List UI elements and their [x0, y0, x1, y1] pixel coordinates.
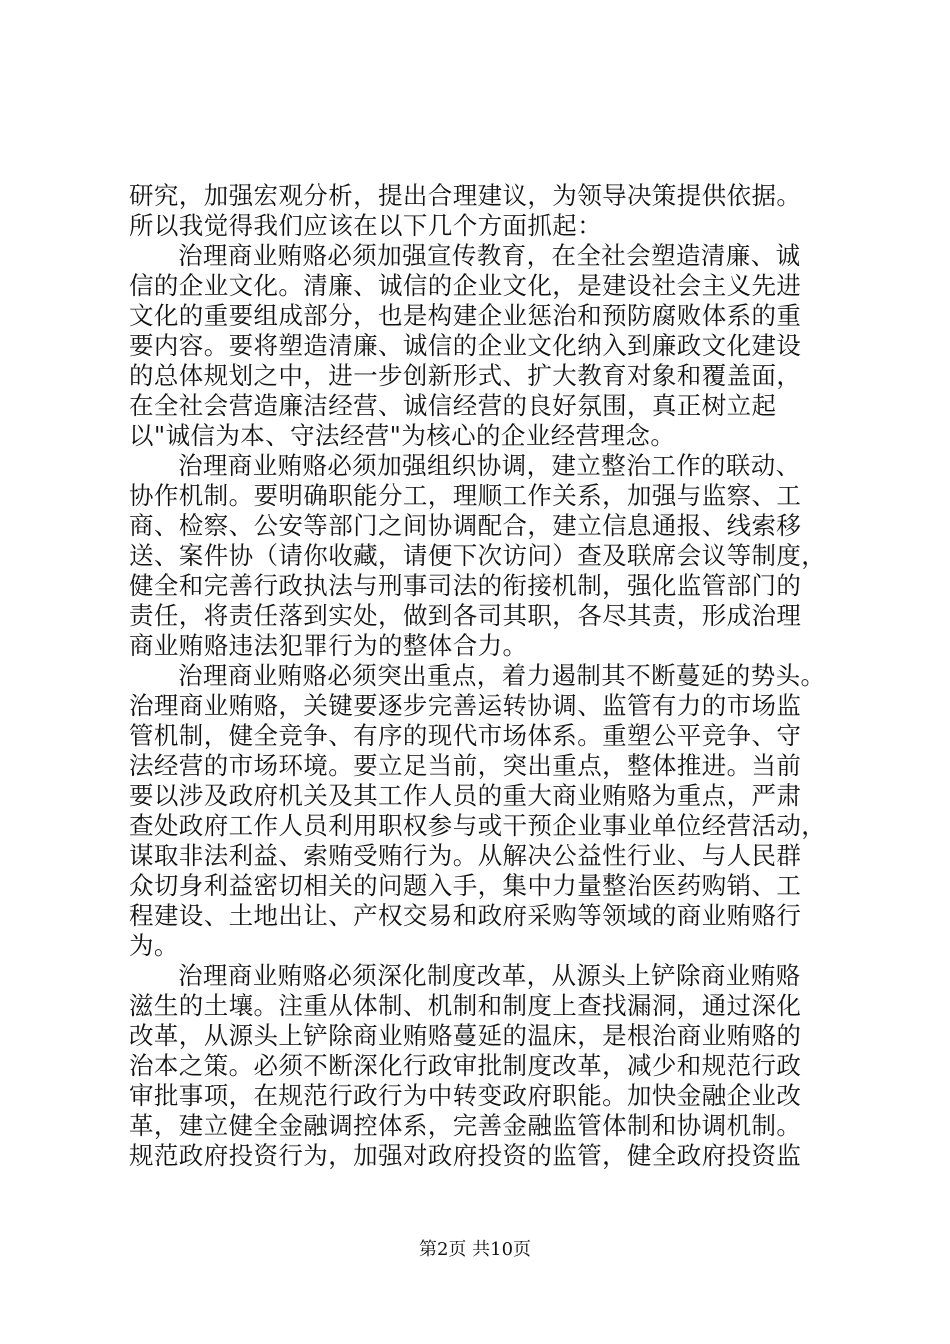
- text-line: 为。: [129, 931, 179, 960]
- paragraph-first-line: 治理商业贿赂必须深化制度改革，从源头上铲除商业贿赂: [178, 961, 801, 990]
- text-line: 协作机制。要明确职能分工，理顺工作关系，加强与监察、工: [129, 481, 802, 510]
- text-line: 滋生的土壤。注重从体制、机制和制度上查找漏洞，通过深化: [129, 991, 802, 1020]
- text-line: 查处政府工作人员利用职权参与或干预企业事业单位经营活动，: [129, 811, 827, 840]
- text-line: 信的企业文化。清廉、诚信的企业文化，是建设社会主义先进: [129, 271, 802, 300]
- document-body: [129, 181, 829, 1171]
- text-line: 责任，将责任落到实处，做到各司其职，各尽其责，形成治理: [129, 601, 802, 630]
- text-line: 改革，从源头上铲除商业贿赂蔓延的温床，是根治商业贿赂的: [129, 1021, 802, 1050]
- text-line: 以"诚信为本、守法经营"为核心的企业经营理念。: [129, 421, 676, 450]
- text-line: 要内容。要将塑造清廉、诚信的企业文化纳入到廉政文化建设: [129, 331, 802, 360]
- text-line: 革，建立健全金融调控体系，完善金融监管体制和协调机制。: [129, 1111, 802, 1140]
- text-line: 商业贿赂违法犯罪行为的整体合力。: [129, 631, 528, 660]
- text-line: 审批事项，在规范行政行为中转变政府职能。加快金融企业改: [129, 1081, 802, 1110]
- paragraph-first-line: 治理商业贿赂必须加强组织协调，建立整治工作的联动、: [178, 451, 801, 480]
- page-footer: 第2页 共10页: [418, 1239, 532, 1260]
- paragraph-first-line: 治理商业贿赂必须突出重点，着力遏制其不断蔓延的势头。: [178, 661, 826, 690]
- text-line: 规范政府投资行为，加强对政府投资的监管，健全政府投资监: [129, 1141, 802, 1170]
- text-line: 谋取非法利益、索贿受贿行为。从解决公益性行业、与人民群: [129, 841, 802, 870]
- text-line: 研究，加强宏观分析，提出合理建议，为领导决策提供依据。: [129, 181, 802, 210]
- text-line: 送、案件协（请你收藏，请便下次访问）查及联席会议等制度，: [129, 541, 827, 570]
- text-line: 法经营的市场环境。要立足当前，突出重点，整体推进。当前: [129, 751, 802, 780]
- text-line: 程建设、土地出让、产权交易和政府采购等领域的商业贿赂行: [129, 901, 802, 930]
- text-line: 治理商业贿赂，关键要逐步完善运转协调、监管有力的市场监: [129, 691, 802, 720]
- text-line: 治本之策。必须不断深化行政审批制度改革，减少和规范行政: [129, 1051, 802, 1080]
- text-line: 管机制，健全竞争、有序的现代市场体系。重塑公平竞争、守: [129, 721, 802, 750]
- text-line: 在全社会营造廉洁经营、诚信经营的良好氛围，真正树立起: [129, 391, 777, 420]
- text-line: 健全和完善行政执法与刑事司法的衔接机制，强化监管部门的: [129, 571, 802, 600]
- text-line: 商、检察、公安等部门之间协调配合，建立信息通报、线索移: [129, 511, 802, 540]
- paragraph-first-line: 治理商业贿赂必须加强宣传教育，在全社会塑造清廉、诚: [178, 241, 801, 270]
- text-line: 众切身利益密切相关的问题入手，集中力量整治医药购销、工: [129, 871, 802, 900]
- text-line: 要以涉及政府机关及其工作人员的重大商业贿赂为重点，严肃: [129, 781, 802, 810]
- text-line: 所以我觉得我们应该在以下几个方面抓起：: [129, 211, 603, 240]
- text-line: 的总体规划之中，进一步创新形式、扩大教育对象和覆盖面，: [129, 361, 802, 390]
- text-line: 文化的重要组成部分，也是构建企业惩治和预防腐败体系的重: [129, 301, 802, 330]
